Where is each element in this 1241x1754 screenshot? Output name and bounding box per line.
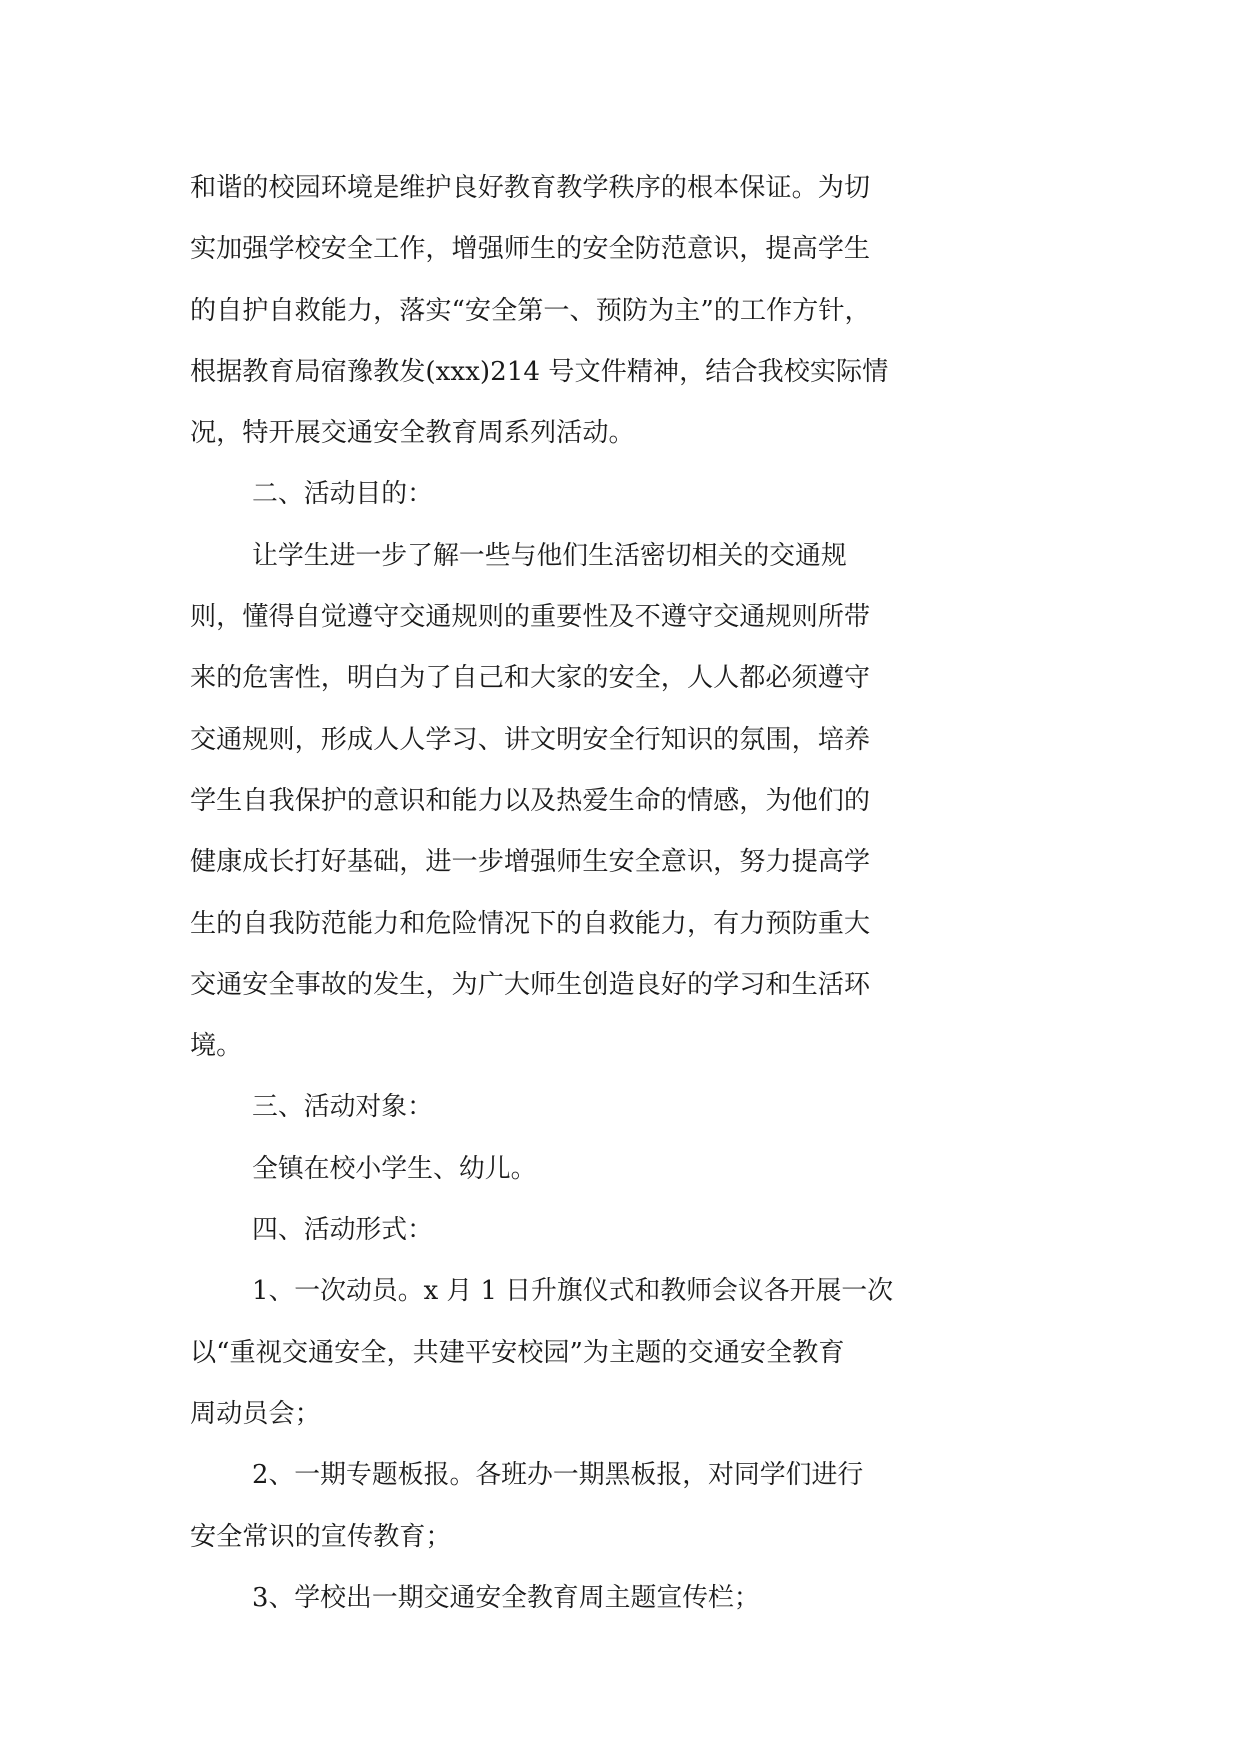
paragraph-item-2 (190, 1445, 1050, 1568)
paragraph-heading-2 (190, 464, 1050, 525)
text-line: 三、活动对象： (252, 1092, 434, 1123)
text-line: 让学生进一步了解一些与他们生活密切相关的交通规 (252, 540, 847, 571)
paragraph-item-3 (190, 1568, 1050, 1629)
text-line: 生的自我防范能力和危险情况下的自救能力，有力预防重大 (190, 908, 871, 939)
text-line: 的自护自救能力，落实“安全第一、预防为主”的工作方针， (190, 295, 871, 326)
document-body (190, 158, 1050, 1629)
text-line: 四、活动形式： (252, 1215, 434, 1246)
text-line: 实加强学校安全工作，增强师生的安全防范意识，提高学生 (190, 234, 871, 265)
text-line: 3、学校出一期交通安全教育周主题宣传栏； (252, 1582, 760, 1613)
text-line: 况，特开展交通安全教育周系列活动。 (190, 418, 635, 449)
text-line: 2、一期专题板报。各班办一期黑板报，对同学们进行 (252, 1460, 864, 1491)
text-line: 以“重视交通安全，共建平安校园”为主题的交通安全教育 (190, 1337, 845, 1368)
text-line: 健康成长打好基础，进一步增强师生安全意识，努力提高学 (190, 847, 871, 878)
text-line: 学生自我保护的意识和能力以及热爱生命的情感，为他们的 (190, 785, 871, 816)
paragraph-intro (190, 158, 1050, 464)
paragraph-item-1 (190, 1261, 1050, 1445)
text-line: 来的危害性，明白为了自己和大家的安全，人人都必须遵守 (190, 663, 871, 694)
text-line: 则，懂得自觉遵守交通规则的重要性及不遵守交通规则所带 (190, 602, 871, 633)
text-line: 和谐的校园环境是维护良好教育教学秩序的根本保证。为切 (190, 173, 871, 203)
text-line: 交通安全事故的发生，为广大师生创造良好的学习和生活环 (190, 969, 871, 1000)
text-line: 全镇在校小学生、幼儿。 (252, 1153, 537, 1184)
text-line: 根据教育局宿豫教发(xxx)214 号文件精神，结合我校实际情 (190, 356, 889, 387)
paragraph-target (190, 1139, 1050, 1200)
paragraph-heading-4 (190, 1200, 1050, 1261)
paragraph-purpose (190, 526, 1050, 1078)
text-line: 安全常识的宣传教育； (190, 1521, 452, 1552)
text-line: 境。 (190, 1031, 243, 1062)
text-line: 1、一次动员。x 月 1 日升旗仪式和教师会议各开展一次 (252, 1276, 894, 1307)
text-line: 二、活动目的： (252, 479, 434, 510)
text-line: 交通规则，形成人人学习、讲文明安全行知识的氛围，培养 (190, 724, 871, 755)
paragraph-heading-3 (190, 1077, 1050, 1138)
text-line: 周动员会； (190, 1398, 321, 1429)
